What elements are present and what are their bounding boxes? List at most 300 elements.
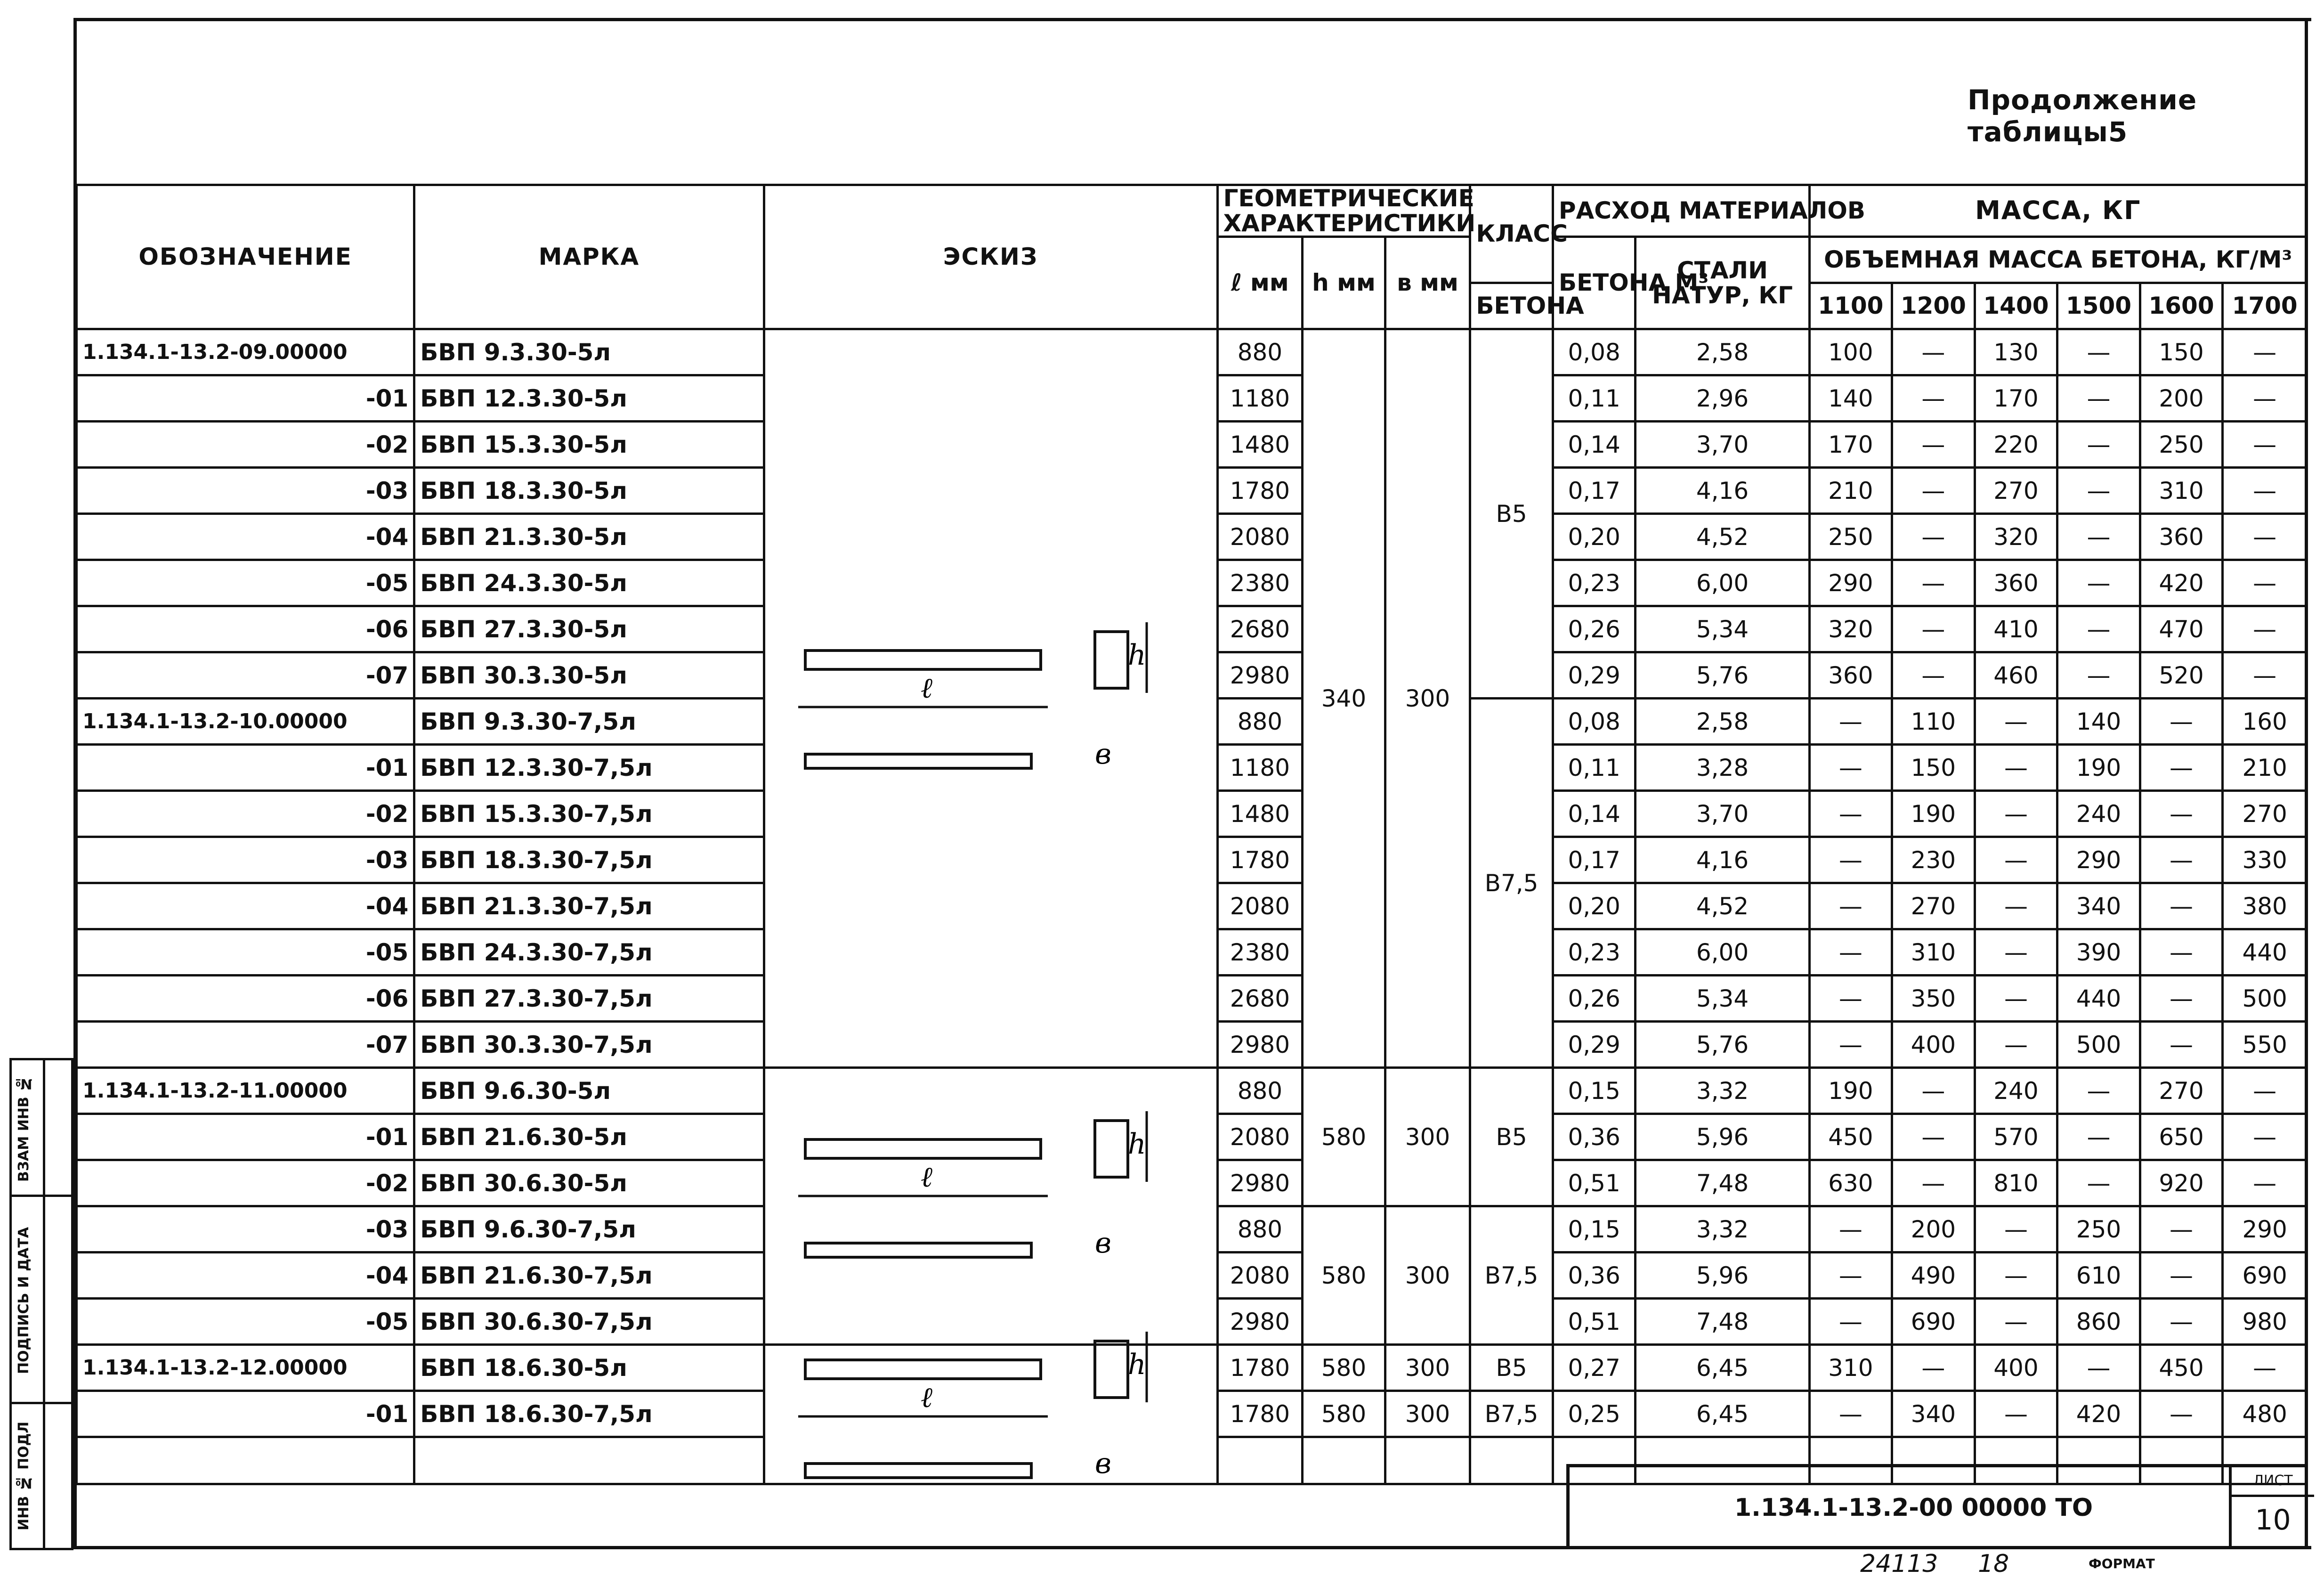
mass-cell: 440	[2057, 976, 2140, 1022]
concrete-class-cell: B5	[1470, 1068, 1553, 1206]
length-cell: 880	[1217, 1206, 1303, 1253]
empty-cell	[1217, 1437, 1303, 1484]
mass-cell: —	[1892, 1114, 1975, 1160]
mass-cell: —	[1809, 883, 1892, 929]
mass-cell: 170	[1809, 422, 1892, 468]
concrete-class-cell: B5	[1470, 329, 1553, 699]
footer-archive-number: 24113	[1860, 1550, 1938, 1578]
mass-cell: 310	[1809, 1345, 1892, 1391]
steel-cell: 5,34	[1636, 606, 1809, 652]
concrete-volume-cell: 0,23	[1553, 929, 1636, 976]
mass-cell: 390	[2057, 929, 2140, 976]
mass-cell: —	[2223, 1114, 2307, 1160]
mass-cell: —	[1975, 699, 2057, 745]
sketch-cell	[764, 1068, 1217, 1345]
mark-cell: БВП 21.3.30-5л	[414, 514, 764, 560]
mark-cell: БВП 18.6.30-7,5л	[414, 1391, 764, 1437]
concrete-volume-cell: 0,51	[1553, 1299, 1636, 1345]
mass-cell: 360	[2140, 514, 2223, 560]
stamp-signature: ПОДПИСЬ И ДАТА	[16, 1227, 32, 1375]
width-cell: 300	[1385, 1068, 1470, 1206]
concrete-volume-cell: 0,11	[1553, 745, 1636, 791]
mass-cell: —	[2223, 514, 2307, 560]
mass-cell: 690	[2223, 1253, 2307, 1299]
sheet-number: 10	[2255, 1504, 2291, 1537]
mass-cell: 360	[1809, 652, 1892, 699]
mark-cell: БВП 21.6.30-7,5л	[414, 1253, 764, 1299]
mass-cell: 310	[1892, 929, 1975, 976]
height-cell: 580	[1303, 1206, 1385, 1345]
designation-cell: -07	[77, 652, 414, 699]
concrete-volume-cell: 0,26	[1553, 976, 1636, 1022]
steel-cell: 5,76	[1636, 652, 1809, 699]
mass-cell: —	[2057, 514, 2140, 560]
mass-cell: 270	[1892, 883, 1975, 929]
width-cell: 300	[1385, 1206, 1470, 1345]
concrete-volume-cell: 0,51	[1553, 1160, 1636, 1206]
designation-cell: -02	[77, 422, 414, 468]
concrete-class-cell: B5	[1470, 1345, 1553, 1391]
designation-cell: 1.134.1-13.2-10.00000	[77, 699, 414, 745]
mass-cell: —	[1809, 745, 1892, 791]
mass-cell: 690	[1892, 1299, 1975, 1345]
length-cell: 2380	[1217, 929, 1303, 976]
length-cell: 1780	[1217, 468, 1303, 514]
mass-cell: 570	[1975, 1114, 2057, 1160]
mass-cell: 290	[2223, 1206, 2307, 1253]
density-col: 1700	[2223, 283, 2307, 329]
mass-cell: —	[1975, 745, 2057, 791]
mass-cell: —	[1892, 560, 1975, 606]
mass-cell: 310	[2140, 468, 2223, 514]
beam-sketch	[765, 330, 1216, 1051]
mass-cell: —	[2140, 929, 2223, 976]
height-cell: 580	[1303, 1345, 1385, 1391]
beam-elevation	[805, 1139, 1041, 1158]
table-row	[77, 1345, 2307, 1391]
empty-cell	[1303, 1437, 1385, 1484]
mass-cell: —	[2223, 468, 2307, 514]
steel-cell: 7,48	[1636, 1160, 1809, 1206]
steel-cell: 3,32	[1636, 1068, 1809, 1114]
steel-cell: 5,96	[1636, 1253, 1809, 1299]
table-row	[77, 1068, 2307, 1114]
mark-cell: БВП 12.3.30-7,5л	[414, 745, 764, 791]
mass-cell: 290	[2057, 837, 2140, 883]
height-label: h	[1127, 1128, 1146, 1161]
length-label: ℓ	[920, 1161, 932, 1194]
length-cell: 2980	[1217, 1160, 1303, 1206]
header-h: h мм	[1303, 237, 1385, 329]
steel-cell: 5,76	[1636, 1022, 1809, 1068]
mark-cell: БВП 12.3.30-5л	[414, 375, 764, 422]
steel-cell: 5,34	[1636, 976, 1809, 1022]
header-geometry: ГЕОМЕТРИЧЕСКИЕ ХАРАКТЕРИСТИКИ	[1217, 185, 1470, 237]
density-col: 1400	[1975, 283, 2057, 329]
header-b: в мм	[1385, 237, 1470, 329]
designation-cell: -05	[77, 1299, 414, 1345]
mass-cell: 490	[1892, 1253, 1975, 1299]
mass-cell: —	[1892, 606, 1975, 652]
length-cell: 2380	[1217, 560, 1303, 606]
header-concrete-m3: БЕТОНА М³	[1553, 237, 1636, 329]
mark-cell: БВП 27.3.30-7,5л	[414, 976, 764, 1022]
length-cell: 2680	[1217, 976, 1303, 1022]
length-cell: 1780	[1217, 1391, 1303, 1437]
mass-cell: —	[2140, 1391, 2223, 1437]
concrete-volume-cell: 0,17	[1553, 468, 1636, 514]
title-block	[1566, 1464, 2308, 1549]
mass-cell: 860	[2057, 1299, 2140, 1345]
mass-cell: —	[2223, 606, 2307, 652]
continuation-title: Продолжение таблицы5	[1968, 84, 2197, 148]
designation-cell: -04	[77, 883, 414, 929]
mass-cell: —	[1809, 929, 1892, 976]
mass-cell: —	[1809, 699, 1892, 745]
mass-cell: 440	[2223, 929, 2307, 976]
mass-cell: 480	[2223, 1391, 2307, 1437]
sheet-label: ЛИСТ	[2232, 1467, 2314, 1497]
mass-cell: —	[2057, 1345, 2140, 1391]
mass-cell: —	[1809, 1206, 1892, 1253]
mass-cell: 240	[2057, 791, 2140, 837]
designation-cell: 1.134.1-13.2-09.00000	[77, 329, 414, 375]
mass-cell: 240	[1975, 1068, 2057, 1114]
mass-cell: 190	[2057, 745, 2140, 791]
concrete-volume-cell: 0,36	[1553, 1253, 1636, 1299]
mass-cell: 210	[1809, 468, 1892, 514]
mass-cell: 350	[1892, 976, 1975, 1022]
steel-cell: 3,70	[1636, 791, 1809, 837]
mass-cell: 110	[1892, 699, 1975, 745]
concrete-volume-cell: 0,17	[1553, 837, 1636, 883]
mass-cell: —	[1809, 1391, 1892, 1437]
mark-cell: БВП 21.3.30-7,5л	[414, 883, 764, 929]
length-cell: 1480	[1217, 422, 1303, 468]
mass-cell: —	[1975, 883, 2057, 929]
mass-cell: —	[1975, 837, 2057, 883]
concrete-class-cell: B7,5	[1470, 1391, 1553, 1437]
mass-cell: —	[1892, 652, 1975, 699]
length-label: ℓ	[920, 1381, 932, 1414]
mass-cell: 250	[2057, 1206, 2140, 1253]
mass-cell: —	[2057, 375, 2140, 422]
document-code: 1.134.1-13.2-00 00000 ТО	[1734, 1494, 2093, 1522]
designation-cell: -06	[77, 976, 414, 1022]
side-stamp	[9, 1058, 73, 1550]
concrete-class-cell: B7,5	[1470, 699, 1553, 1068]
mass-cell: —	[2140, 745, 2223, 791]
steel-cell: 3,70	[1636, 422, 1809, 468]
designation-cell: -01	[77, 375, 414, 422]
length-cell: 880	[1217, 1068, 1303, 1114]
mark-cell: БВП 30.3.30-5л	[414, 652, 764, 699]
mass-cell: 400	[1975, 1345, 2057, 1391]
steel-cell: 7,48	[1636, 1299, 1809, 1345]
mass-cell: 360	[1975, 560, 2057, 606]
mass-cell: —	[1892, 514, 1975, 560]
header-sketch: ЭСКИЗ	[764, 185, 1217, 329]
concrete-volume-cell: 0,15	[1553, 1206, 1636, 1253]
beam-plan	[805, 1243, 1031, 1257]
steel-cell: 6,45	[1636, 1391, 1809, 1437]
mass-cell: —	[1975, 1299, 2057, 1345]
mass-cell: —	[2057, 560, 2140, 606]
concrete-volume-cell: 0,36	[1553, 1114, 1636, 1160]
width-cell: 300	[1385, 1345, 1470, 1391]
length-cell: 2080	[1217, 883, 1303, 929]
length-cell: 2980	[1217, 652, 1303, 699]
mass-cell: —	[2057, 1160, 2140, 1206]
mass-cell: 330	[2223, 837, 2307, 883]
stamp-vzam: ВЗАМ ИНВ №	[16, 1075, 32, 1182]
mass-cell: —	[1892, 1160, 1975, 1206]
designation-cell: -04	[77, 514, 414, 560]
empty-cell	[414, 1437, 764, 1484]
width-label: в	[1094, 1447, 1111, 1480]
mass-cell: —	[2223, 329, 2307, 375]
mass-cell: 920	[2140, 1160, 2223, 1206]
designation-cell: -05	[77, 929, 414, 976]
mass-cell: —	[2140, 1206, 2223, 1253]
mass-cell: —	[1975, 1022, 2057, 1068]
concrete-volume-cell: 0,08	[1553, 699, 1636, 745]
steel-cell: 4,52	[1636, 514, 1809, 560]
header-mark: МАРКА	[414, 185, 764, 329]
length-cell: 2980	[1217, 1022, 1303, 1068]
mass-cell: 190	[1892, 791, 1975, 837]
designation-cell: -01	[77, 1114, 414, 1160]
concrete-volume-cell: 0,20	[1553, 883, 1636, 929]
mass-cell: —	[2223, 1160, 2307, 1206]
beam-elevation	[805, 651, 1041, 669]
mass-cell: —	[1975, 1206, 2057, 1253]
steel-cell: 3,32	[1636, 1206, 1809, 1253]
designation-cell: -01	[77, 745, 414, 791]
mass-cell: —	[2057, 1114, 2140, 1160]
mass-cell: 400	[1892, 1022, 1975, 1068]
steel-cell: 2,96	[1636, 375, 1809, 422]
length-cell: 1480	[1217, 791, 1303, 837]
mark-cell: БВП 30.6.30-5л	[414, 1160, 764, 1206]
steel-cell: 6,00	[1636, 560, 1809, 606]
concrete-volume-cell: 0,29	[1553, 652, 1636, 699]
density-col: 1600	[2140, 283, 2223, 329]
mass-cell: 630	[1809, 1160, 1892, 1206]
concrete-volume-cell: 0,26	[1553, 606, 1636, 652]
steel-cell: 6,45	[1636, 1345, 1809, 1391]
mass-cell: 270	[1975, 468, 2057, 514]
designation-cell: -02	[77, 1160, 414, 1206]
steel-cell: 2,58	[1636, 699, 1809, 745]
mass-cell: 220	[1975, 422, 2057, 468]
mass-cell: 460	[1975, 652, 2057, 699]
mark-cell: БВП 15.3.30-7,5л	[414, 791, 764, 837]
height-cell: 580	[1303, 1391, 1385, 1437]
mass-cell: 420	[2057, 1391, 2140, 1437]
steel-cell: 3,28	[1636, 745, 1809, 791]
density-col: 1200	[1892, 283, 1975, 329]
mark-cell: БВП 27.3.30-5л	[414, 606, 764, 652]
concrete-class-cell: B7,5	[1470, 1206, 1553, 1345]
mass-cell: —	[1809, 1299, 1892, 1345]
mass-cell: 500	[2223, 976, 2307, 1022]
mass-cell: 140	[2057, 699, 2140, 745]
header-l: ℓ мм	[1217, 237, 1303, 329]
designation-cell: -04	[77, 1253, 414, 1299]
mark-cell: БВП 9.3.30-7,5л	[414, 699, 764, 745]
beam-sketch	[765, 1346, 1216, 1487]
mass-cell: 100	[1809, 329, 1892, 375]
steel-cell: 4,16	[1636, 468, 1809, 514]
beam-section	[1095, 1121, 1128, 1177]
mass-cell: —	[2140, 699, 2223, 745]
steel-cell: 2,58	[1636, 329, 1809, 375]
mass-cell: 130	[1975, 329, 2057, 375]
width-cell: 300	[1385, 329, 1470, 1068]
mark-cell: БВП 24.3.30-7,5л	[414, 929, 764, 976]
mass-cell: 150	[2140, 329, 2223, 375]
header-materials: РАСХОД МАТЕРИАЛОВ	[1553, 185, 1809, 237]
stamp-inv-podl: ИНВ № ПОДЛ	[16, 1421, 32, 1531]
length-cell: 1780	[1217, 837, 1303, 883]
height-cell: 580	[1303, 1068, 1385, 1206]
mass-cell: 470	[2140, 606, 2223, 652]
length-cell: 880	[1217, 699, 1303, 745]
mass-cell: —	[1809, 1022, 1892, 1068]
mass-cell: —	[1975, 791, 2057, 837]
mass-cell: 420	[2140, 560, 2223, 606]
concrete-volume-cell: 0,08	[1553, 329, 1636, 375]
designation-cell: -03	[77, 1206, 414, 1253]
mass-cell: 170	[1975, 375, 2057, 422]
designation-cell: -07	[77, 1022, 414, 1068]
beam-elevation	[805, 1360, 1041, 1379]
mass-cell: 210	[2223, 745, 2307, 791]
designation-cell: 1.134.1-13.2-11.00000	[77, 1068, 414, 1114]
concrete-volume-cell: 0,25	[1553, 1391, 1636, 1437]
mark-cell: БВП 18.6.30-5л	[414, 1345, 764, 1391]
mass-cell: 550	[2223, 1022, 2307, 1068]
density-col: 1500	[2057, 283, 2140, 329]
mass-cell: 610	[2057, 1253, 2140, 1299]
header-steel: СТАЛИ НАТУР, КГ	[1636, 237, 1809, 329]
designation-cell: 1.134.1-13.2-12.00000	[77, 1345, 414, 1391]
mass-cell: —	[2140, 791, 2223, 837]
mass-cell: —	[1975, 929, 2057, 976]
mass-cell: —	[1892, 1345, 1975, 1391]
mark-cell: БВП 24.3.30-5л	[414, 560, 764, 606]
mass-cell: —	[2223, 1068, 2307, 1114]
concrete-volume-cell: 0,29	[1553, 1022, 1636, 1068]
mass-cell: —	[2057, 329, 2140, 375]
steel-cell: 5,96	[1636, 1114, 1809, 1160]
steel-cell: 4,52	[1636, 883, 1809, 929]
length-cell: 2080	[1217, 514, 1303, 560]
mass-cell: —	[2223, 422, 2307, 468]
mass-cell: —	[2140, 883, 2223, 929]
mass-cell: —	[2223, 375, 2307, 422]
mass-cell: 380	[2223, 883, 2307, 929]
designation-cell: -06	[77, 606, 414, 652]
mark-cell: БВП 30.3.30-7,5л	[414, 1022, 764, 1068]
mass-cell: —	[1975, 976, 2057, 1022]
sketch-cell	[764, 1345, 1217, 1484]
mass-cell: —	[2223, 560, 2307, 606]
mass-cell: —	[1975, 1391, 2057, 1437]
density-col: 1100	[1809, 283, 1892, 329]
mass-cell: 250	[2140, 422, 2223, 468]
concrete-volume-cell: 0,14	[1553, 791, 1636, 837]
mass-cell: —	[2057, 652, 2140, 699]
mass-cell: —	[1892, 375, 1975, 422]
beam-section	[1095, 1341, 1128, 1398]
mass-cell: 140	[1809, 375, 1892, 422]
mass-cell: —	[1809, 976, 1892, 1022]
width-cell: 300	[1385, 1391, 1470, 1437]
empty-cell	[77, 1437, 414, 1484]
mass-cell: —	[1975, 1253, 2057, 1299]
width-label: в	[1094, 1227, 1111, 1260]
mass-cell: —	[1892, 329, 1975, 375]
footer-copy-number: 18	[1978, 1550, 2009, 1578]
mark-cell: БВП 9.6.30-7,5л	[414, 1206, 764, 1253]
mass-cell: 230	[1892, 837, 1975, 883]
mass-cell: —	[1809, 791, 1892, 837]
mass-cell: 200	[1892, 1206, 1975, 1253]
length-cell: 1180	[1217, 375, 1303, 422]
mass-cell: 270	[2140, 1068, 2223, 1114]
mass-cell: 200	[2140, 375, 2223, 422]
width-label: в	[1094, 738, 1111, 771]
footer-format: ФОРМАТ	[2089, 1556, 2155, 1571]
mass-cell: —	[2057, 468, 2140, 514]
beam-plan	[805, 754, 1031, 768]
mass-cell: 190	[1809, 1068, 1892, 1114]
mark-cell: БВП 30.6.30-7,5л	[414, 1299, 764, 1345]
header-class: КЛАСС	[1470, 185, 1553, 283]
designation-cell: -03	[77, 468, 414, 514]
mass-cell: —	[1892, 1068, 1975, 1114]
mass-cell: 150	[1892, 745, 1975, 791]
mass-cell: —	[2140, 1299, 2223, 1345]
mass-cell: —	[2140, 976, 2223, 1022]
mark-cell: БВП 15.3.30-5л	[414, 422, 764, 468]
mass-cell: 810	[1975, 1160, 2057, 1206]
steel-cell: 6,00	[1636, 929, 1809, 976]
concrete-volume-cell: 0,11	[1553, 375, 1636, 422]
beam-plan	[805, 1464, 1031, 1478]
mark-cell: БВП 18.3.30-5л	[414, 468, 764, 514]
length-cell: 880	[1217, 329, 1303, 375]
sheet-number-box	[2229, 1467, 2314, 1549]
designation-cell: -02	[77, 791, 414, 837]
header-density: ОБЪЕМНАЯ МАССА БЕТОНА, КГ/М³	[1809, 237, 2307, 283]
mass-cell: —	[2057, 606, 2140, 652]
length-cell: 2080	[1217, 1253, 1303, 1299]
mass-cell: 340	[2057, 883, 2140, 929]
mass-cell: 520	[2140, 652, 2223, 699]
header-concrete: БЕТОНА	[1470, 283, 1553, 329]
concrete-volume-cell: 0,23	[1553, 560, 1636, 606]
concrete-volume-cell: 0,27	[1553, 1345, 1636, 1391]
mass-cell: —	[1809, 1253, 1892, 1299]
empty-cell	[1385, 1437, 1470, 1484]
mass-cell: 270	[2223, 791, 2307, 837]
mark-cell: БВП 18.3.30-7,5л	[414, 837, 764, 883]
header-designation: ОБОЗНАЧЕНИЕ	[77, 185, 414, 329]
empty-cell	[1470, 1437, 1553, 1484]
